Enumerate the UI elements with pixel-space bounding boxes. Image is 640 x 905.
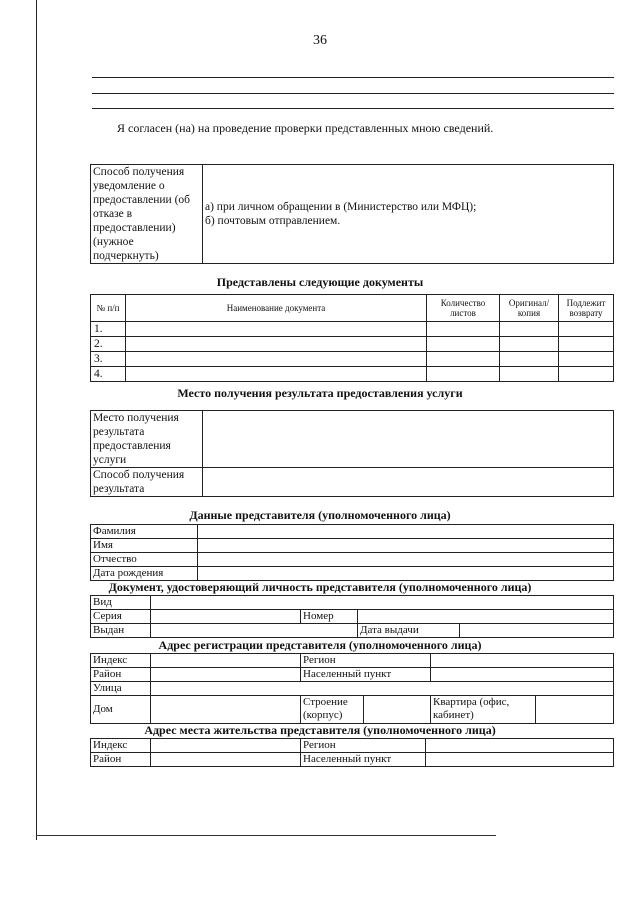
result-place-value[interactable] bbox=[203, 411, 614, 468]
patronymic-field[interactable] bbox=[198, 553, 614, 567]
res-region-field[interactable] bbox=[426, 739, 614, 753]
original-cell[interactable] bbox=[500, 352, 559, 367]
row-number: 4. bbox=[91, 367, 126, 382]
page-left-edge bbox=[36, 0, 37, 840]
blank-line-2 bbox=[92, 93, 614, 94]
res-district-field[interactable] bbox=[151, 753, 301, 767]
return-cell[interactable] bbox=[559, 337, 614, 352]
res-settlement-label: Населенный пункт bbox=[301, 753, 426, 767]
doc-type-field[interactable] bbox=[151, 596, 614, 610]
issue-date-field[interactable] bbox=[460, 624, 614, 638]
notification-label: Способ получения уведомление о предоставлении (об отказе в предоставлении) (нужное подчеркнуть) bbox=[91, 165, 203, 264]
doc-type-label: Вид bbox=[91, 596, 151, 610]
result-title: Место получения результата предоставления услуги bbox=[177, 386, 463, 400]
notification-option-mail[interactable]: б) почтовым отправлением. bbox=[205, 215, 341, 227]
reg-district-label: Район bbox=[91, 668, 151, 682]
blank-line-3 bbox=[92, 108, 614, 109]
page-bottom-edge bbox=[36, 835, 496, 836]
reg-apartment-label: Квартира (офис, кабинет) bbox=[431, 696, 536, 724]
document-name-cell[interactable] bbox=[126, 322, 427, 337]
reg-building-field[interactable] bbox=[364, 696, 431, 724]
table-row bbox=[91, 322, 614, 337]
result-method-label: Способ получения результата bbox=[91, 468, 203, 497]
return-cell[interactable] bbox=[559, 322, 614, 337]
blank-line-1 bbox=[92, 77, 614, 78]
table-row bbox=[91, 352, 614, 367]
res-index-field[interactable] bbox=[151, 739, 301, 753]
consent-statement: Я согласен (на) на проведение проверки представленных мною сведений. bbox=[117, 121, 494, 135]
documents-table bbox=[90, 294, 614, 382]
res-district-label: Район bbox=[91, 753, 151, 767]
identity-title: Документ, удостоверяющий личность представителя (уполномоченного лица) bbox=[108, 580, 532, 594]
sheets-cell[interactable] bbox=[427, 322, 500, 337]
reg-street-field[interactable] bbox=[151, 682, 614, 696]
document-name-cell[interactable] bbox=[126, 367, 427, 382]
representative-table bbox=[90, 524, 614, 581]
notification-table bbox=[90, 164, 614, 264]
reg-index-label: Индекс bbox=[91, 654, 151, 668]
return-cell[interactable] bbox=[559, 352, 614, 367]
original-cell[interactable] bbox=[500, 337, 559, 352]
original-cell[interactable] bbox=[500, 322, 559, 337]
reg-settlement-field[interactable] bbox=[431, 668, 614, 682]
result-table bbox=[90, 410, 614, 497]
residence-table bbox=[90, 738, 614, 767]
col-sheets-header: Количество листов bbox=[427, 295, 500, 322]
col-name-header: Наименование документа bbox=[126, 295, 427, 322]
original-cell[interactable] bbox=[500, 367, 559, 382]
sheets-cell[interactable] bbox=[427, 352, 500, 367]
return-cell[interactable] bbox=[559, 367, 614, 382]
res-index-label: Индекс bbox=[91, 739, 151, 753]
res-region-label: Регион bbox=[301, 739, 426, 753]
row-number: 2. bbox=[91, 337, 126, 352]
reg-street-label: Улица bbox=[91, 682, 151, 696]
identity-table bbox=[90, 595, 614, 638]
document-name-cell[interactable] bbox=[126, 352, 427, 367]
row-number: 1. bbox=[91, 322, 126, 337]
issued-field[interactable] bbox=[151, 624, 358, 638]
representative-title: Данные представителя (уполномоченного лица) bbox=[189, 508, 451, 522]
issued-label: Выдан bbox=[91, 624, 151, 638]
documents-header-row bbox=[91, 295, 614, 322]
table-row bbox=[91, 367, 614, 382]
reg-apartment-field[interactable] bbox=[536, 696, 614, 724]
patronymic-label: Отчество bbox=[91, 553, 198, 567]
notification-options bbox=[203, 165, 614, 264]
birth-date-field[interactable] bbox=[198, 567, 614, 581]
notification-option-personal[interactable]: а) при личном обращении в (Министерство или МФЦ); bbox=[205, 201, 477, 213]
registration-table bbox=[90, 653, 614, 724]
registration-title: Адрес регистрации представителя (уполномоченного лица) bbox=[158, 638, 482, 652]
reg-region-label: Регион bbox=[301, 654, 431, 668]
reg-house-field[interactable] bbox=[151, 696, 301, 724]
reg-region-field[interactable] bbox=[431, 654, 614, 668]
number-label: Номер bbox=[301, 610, 358, 624]
reg-building-label: Строение (корпус) bbox=[301, 696, 364, 724]
sheets-cell[interactable] bbox=[427, 337, 500, 352]
first-name-field[interactable] bbox=[198, 539, 614, 553]
result-method-value[interactable] bbox=[203, 468, 614, 497]
col-return-header: Подлежит возврату bbox=[559, 295, 614, 322]
series-label: Серия bbox=[91, 610, 151, 624]
documents-title: Представлены следующие документы bbox=[216, 275, 424, 289]
series-field[interactable] bbox=[151, 610, 301, 624]
sheets-cell[interactable] bbox=[427, 367, 500, 382]
col-original-header: Оригинал/копия bbox=[500, 295, 559, 322]
result-place-label: Место получения результата предоставления услуги bbox=[91, 411, 203, 468]
residence-title: Адрес места жительства представителя (уполномоченного лица) bbox=[144, 723, 496, 737]
table-row bbox=[91, 337, 614, 352]
surname-field[interactable] bbox=[198, 525, 614, 539]
col-number-header: № п/п bbox=[91, 295, 126, 322]
document-name-cell[interactable] bbox=[126, 337, 427, 352]
number-field[interactable] bbox=[358, 610, 614, 624]
first-name-label: Имя bbox=[91, 539, 198, 553]
reg-index-field[interactable] bbox=[151, 654, 301, 668]
surname-label: Фамилия bbox=[91, 525, 198, 539]
reg-settlement-label: Населенный пункт bbox=[301, 668, 431, 682]
issue-date-label: Дата выдачи bbox=[358, 624, 460, 638]
reg-district-field[interactable] bbox=[151, 668, 301, 682]
reg-house-label: Дом bbox=[91, 696, 151, 724]
row-number: 3. bbox=[91, 352, 126, 367]
birth-date-label: Дата рождения bbox=[91, 567, 198, 581]
res-settlement-field[interactable] bbox=[426, 753, 614, 767]
page-number: 36 bbox=[313, 33, 327, 48]
